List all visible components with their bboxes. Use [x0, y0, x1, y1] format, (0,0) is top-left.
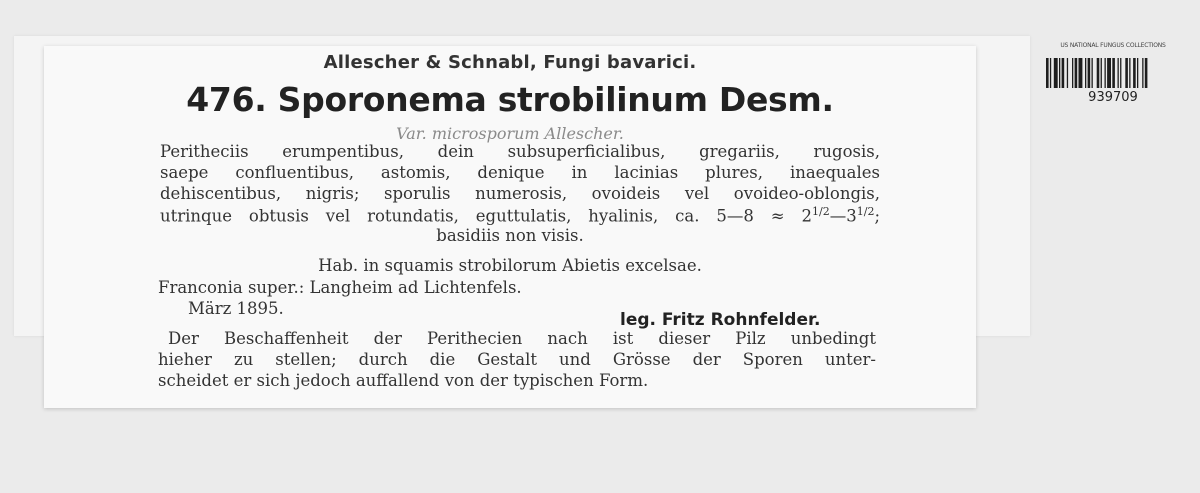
description-line-4-end: ;: [874, 206, 880, 226]
description-line-2: saepe confluentibus, astomis, denique in lacinias plures, inaequales: [160, 163, 880, 182]
barcode-number: 939709: [1088, 90, 1138, 105]
barcode-bar: [1050, 58, 1051, 88]
barcode-bar: [1054, 58, 1058, 88]
locality: Franconia super.: Langheim ad Lichtenfels.: [158, 278, 522, 297]
barcode-bar: [1088, 58, 1091, 88]
barcode-bar: [1067, 58, 1068, 88]
fraction-half-2: 1/2: [856, 205, 875, 218]
barcode-bar: [1105, 58, 1106, 88]
barcode-bar: [1079, 58, 1083, 88]
barcode-bar: [1112, 58, 1115, 88]
barcode-bar: [1072, 58, 1073, 88]
series-header: Allescher & Schnabl, Fungi bavarici.: [323, 52, 697, 73]
note-line-3: scheidet er sich jedoch auffallend von der typischen Form.: [158, 371, 649, 390]
variety-name: Var. microsporum Allescher.: [396, 124, 624, 143]
description-line-1: Peritheciis erumpentibus, dein subsuperficialibus, gregariis, rugosis,: [160, 142, 880, 161]
barcode-bar: [1129, 58, 1130, 88]
note-line-2: hieher zu stellen; durch die Gestalt und Grösse der Sporen unter-: [158, 350, 876, 369]
specimen-label: [44, 46, 976, 408]
description-line-4: [160, 205, 880, 226]
collector: leg. Fritz Rohnfelder.: [620, 310, 821, 330]
barcode-bar: [1092, 58, 1093, 88]
barcode-bar: [1137, 58, 1138, 88]
barcode-bar: [1120, 58, 1121, 88]
barcode-bar: [1125, 58, 1128, 88]
barcode-bar: [1085, 58, 1086, 88]
barcode-bar: [1097, 58, 1100, 88]
habitat: Hab. in squamis strobilorum Abietis excelsae.: [318, 256, 702, 275]
description-line-4-mid: —3: [829, 206, 857, 226]
note-line-1: Der Beschaffenheit der Perithecien nach ist dieser Pilz unbedingt: [168, 329, 876, 348]
barcode-bar: [1046, 58, 1049, 88]
barcode-bar: [1118, 58, 1119, 88]
barcode-icon: [1046, 58, 1180, 88]
barcode-bar: [1062, 58, 1065, 88]
barcode-bar: [1133, 58, 1136, 88]
barcode-bar: [1059, 58, 1060, 88]
barcode-bar: [1145, 58, 1148, 88]
barcode-bar: [1142, 58, 1143, 88]
description-line-4-text: utrinque obtusis vel rotundatis, eguttulatis, hyalinis, ca. 5—8 ≈ 2: [160, 206, 813, 226]
species-title: 476. Sporonema strobilinum Desm.: [186, 80, 834, 119]
collection-date: März 1895.: [188, 299, 284, 318]
barcode-bar: [1075, 58, 1078, 88]
description-line-5: basidiis non visis.: [436, 226, 584, 245]
barcode-bar: [1101, 58, 1102, 88]
fraction-half-1: 1/2: [812, 205, 830, 218]
barcode-organization: US NATIONAL FUNGUS COLLECTIONS: [1060, 42, 1166, 49]
description-line-3: dehiscentibus, nigris; sporulis numerosis, ovoideis vel ovoideo-oblongis,: [160, 184, 880, 203]
barcode-bar: [1107, 58, 1111, 88]
barcode-label: [1040, 42, 1186, 108]
